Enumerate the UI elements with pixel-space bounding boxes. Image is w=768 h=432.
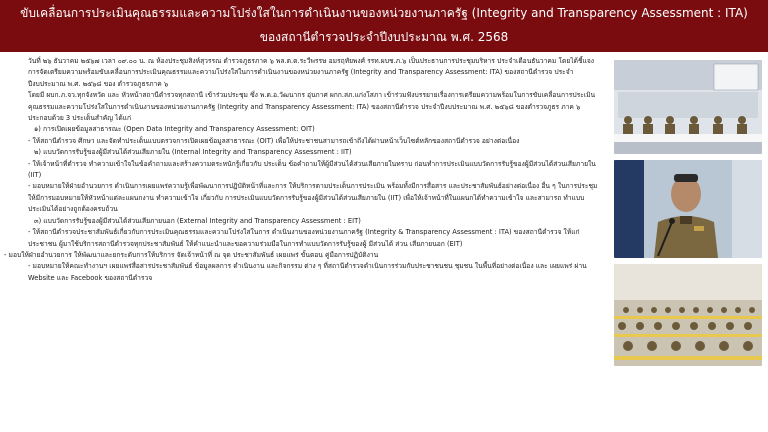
- page-subtitle: ของสถานีตำรวจประจำปีงบประมาณ พ.ศ. 2568: [259, 30, 509, 44]
- page-header: [0, 0, 768, 52]
- list-item-eit-detail: - ให้สถานีตำรวจประชาสัมพันธ์เกี่ยวกับการประเมินคุณธรรมและความโปร่งใสในการ ดำเนินงานของหน่วยงานภาครัฐ (Integrity & Transparency Assessment : ITA) ของสถานีตำรวจ ให้แก่ ประชาชน ผู้มาใช้บริการสถานีตำรวจทุกประชาสัมพันธ์ ให้คำแนะนำและขอความร่วมมือในการทำแบบวัดการรับรู้ของผู้ มีส่วนได้ ส่วน เสียภายนอก (EIT): [28, 228, 580, 248]
- officer-speaking-photo: [614, 160, 762, 258]
- paragraph-intro: วันที่ ๒๖ ธันวาคม ๒๕๖๗ เวลา ๐๙.๐๐ น. ณ ห้องประชุมสิงห์สุวรรณ ตำรวจภูธรภาค ๖ พล.ต.ต.ระวีพรรษ อมรฤทัยพงศ์ รรท.ผบช.ภ.๖ เป็นประธานการประชุมบริหาร ประจำเดือนธันวาคม โดยได้ชี้แจงการจัดเตรียมความพร้อมขับเคลื่อนการประเมินคุณธรรมและความโปร่งใสในการดำเนินงานของหน่วยงานภาครัฐ (Integrity and Transparency Assessment: ITA) ของสถานีตำรวจ ประจำปีงบประมาณ พ.ศ. ๒๕๖๘ ของ ตำรวจภูธรภาค ๖: [28, 57, 595, 88]
- list-item-iit-detail: - ให้เจ้าหน้าที่ตำรวจ ทำความเข้าใจในข้อคำถามและสร้างความตระหนักรู้เกี่ยวกับ ประเด็น ข้อคำถามให้ผู้มีส่วนได้ส่วนเสียภายในทราบ ก่อนทำการประเมินแบบวัดการรับรู้ของผู้มีส่วนได้ส่วนเสียภายใน (IIT): [28, 159, 596, 180]
- paragraph-attendees: โดยมี ผบก.ภ.จว.ทุกจังหวัด และ หัวหน้าสถานีตำรวจทุกสถานี เข้าร่วมประชุม ซึ่ง พ.ต.อ.วัฒนากร อุ่นกาศ ผกก.สภ.แก่งโสภา เข้าร่วมฟังบรรยายเรื่องการเตรียมความพร้อมในการขับเคลื่อนการประเมินคุณธรรมและความโปร่งใสในการดำเนินงานของหน่วยงานภาครัฐ (Integrity and Transparency Assessment: ITA) ของสถานีตำรวจ ประจำปีงบประมาณ พ.ศ. ๒๕๖๘ ของตำรวจภูธร ภาค ๖ ประกอบด้วย 3 ประเด็นสำคัญ ได้แก่: [28, 91, 596, 123]
- list-item-eit-detail-3: - มอบหมายให้คณะทำงานฯ เผยแพร่สื่อสารประชาสัมพันธ์ ข้อมูลผลการ ดำเนินงาน และกิจกรรม ต่าง ๆ ที่สถานีตำรวจดำเนินการร่วมกับประชาชนชน ชุมชน ในพื้นที่อย่างต่อเนื่อง และ เผยแพร่ ผ่าน Website และ Facebook ของสถานีตำรวจ: [28, 262, 587, 282]
- list-item-oit-detail: - ให้สถานีตำรวจ ศึกษา และจัดทำประเด็นแบบตรวจการเปิดเผยข้อมูลสาธารณะ (OIT) เพื่อให้ประชาชนสามารถเข้าถึงได้ผ่านหน้าเว็บไซต์หลักของสถานีตำรวจ อย่างต่อเนื่อง: [28, 136, 520, 145]
- list-item-oit: ๑) การเปิดเผยข้อมูลสาธารณะ (Open Data Integrity and Transparency Assessment: OIT): [34, 125, 315, 134]
- list-item-eit-detail-2: - มอบให้ฝ่ายอำนวยการ ให้พัฒนาและยกระดับการให้บริการ จัดเจ้าหน้าที่ ณ จุด ประชาสัมพันธ์ เผยแพร่ ขั้นตอน คู่มือการปฏิบัติงาน: [4, 250, 379, 259]
- list-item-iit-detail-2: - มอบหมายให้ฝ่ายอำนวยการ ดำเนินการเผยแพร่ความรู้เพื่อพัฒนาการปฏิบัติหน้าที่และการ ให้บริการตามประเด็นการประเมิน พร้อมทั้งมีการสื่อสาร และประชาสัมพันธ์อย่างต่อเนื่อง อื่น ๆ ในการประชุมให้มีการมอบหมายให้หัวหน้าแต่ละแผนกงาน ทำความเข้าใจ เกี่ยวกับ การประเมินแบบวัดการรับรู้ของผู้มีส่วนได้ส่วนเสียภายใน (IIT) เพื่อให้เจ้าหน้าที่ในแผนกได้ทำความเข้าใจ และสามารถ ทำแบบประเมินได้อย่างถูกต้องครบถ้วน: [28, 182, 598, 214]
- meeting-room-photo: [614, 60, 762, 154]
- article-body: [4, 56, 604, 428]
- conference-hall-photo: [614, 264, 762, 366]
- page-title: ขับเคลื่อนการประเมินคุณธรรมและความโปร่งใสในการดำเนินงานของหน่วยงานภาครัฐ (Integrity and Transparency Assessment : ITA): [20, 6, 748, 20]
- list-item-eit: ๓) แบบวัดการรับรู้ของผู้มีส่วนได้ส่วนเสียภายนอก (External Integrity and Transparency Assessment : EIT): [34, 216, 361, 225]
- list-item-iit: ๒) แบบวัดการรับรู้ของผู้มีส่วนได้ส่วนเสียภายใน (Internal Integrity and Transparency Assessment : IIT): [34, 148, 352, 157]
